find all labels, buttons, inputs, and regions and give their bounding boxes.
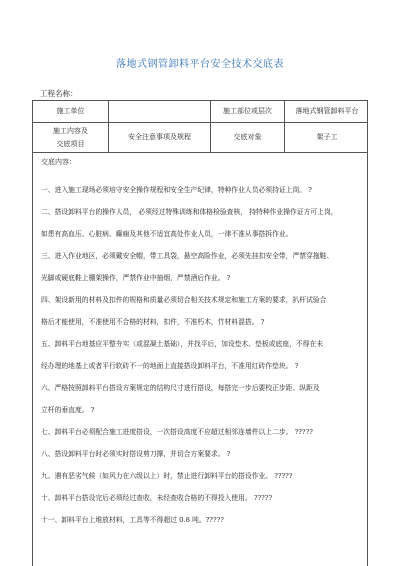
table-row bbox=[33, 123, 367, 153]
construction-unit-value bbox=[109, 101, 211, 122]
construction-unit-label: 施工单位 bbox=[33, 101, 109, 122]
disclosure-table bbox=[32, 100, 368, 566]
disclosure-target-value: 架子工 bbox=[316, 133, 338, 141]
paragraph: 格后才能使用，不准使用不合格的材料，扣件，不准朽木，竹材料混搭。 ? bbox=[41, 318, 265, 326]
paragraph: 十一、卸料平台上堆放材料，工具等不得超过 0.8 吨。????? bbox=[41, 516, 224, 524]
paragraph: 七、卸料平台必须配合施工进度搭设，一次搭设高度不应超过相邻连墙件以上二步。 ????? bbox=[41, 428, 313, 436]
table-row bbox=[33, 101, 367, 123]
paragraph: 五、卸料平台地基应平整夯实（或混凝土基础），并找平后，加设垫木、垫板或底座，不得在未 bbox=[41, 340, 324, 348]
content-label: 交底内容： bbox=[41, 158, 76, 166]
construction-part-value: 落地式钢管卸料平台 bbox=[295, 107, 359, 115]
paragraph: 六、严格按照卸料平台搭设方案规定的结构尺寸进行搭设，每搭完一步后要校正步距、纵距及 bbox=[41, 384, 320, 392]
paragraph: 经办理的地基上或者平行软砖不一的地面上直接搭设卸料平台，不准用红砖作垫块。 ? bbox=[41, 362, 299, 370]
paragraph: 四、架设新用的材料及扣件的规格和质量必须切合相关技术规定和施工方案的要求，扒杆试验合 bbox=[41, 296, 327, 304]
document-title: 落地式钢管卸料平台安全技术交底表 bbox=[116, 59, 284, 70]
paragraph: 一、进入施工现场必须培守安全操作规程和安全生产纪律，特种作业人员必须持证上岗。 ? bbox=[41, 186, 312, 194]
paragraph: 光脚或硬底鞋上棚架操作，严禁作业中抽烟，严禁酒后作业。 ? bbox=[41, 274, 231, 282]
disclosure-target-label: 交底对象 bbox=[211, 123, 285, 152]
paragraph: 九、遇有恶劣气候（如风力在六级以上）时，禁止进行卸料平台的搭设作业。 ????? bbox=[41, 472, 293, 480]
content-item-value: 安全注意事项及规程 bbox=[109, 123, 211, 152]
construction-part-label: 施工部位或层次 bbox=[211, 101, 285, 122]
paragraph: 十、卸料平台搭设完后必须经过查收，未经查收合格的不得投入使用。 ????? bbox=[41, 494, 273, 502]
paragraph: 八、搭设卸料平台时必须实时搭设剪刀撑，并切合方案要求。 ? bbox=[41, 450, 231, 458]
paragraph: 三、进入作业地区，必须戴安全帽，带工具袋，悬空高险作业，必须先挂扣安全带，严禁穿拖鞋、 bbox=[41, 252, 334, 260]
project-name-label: 工程名称： bbox=[40, 89, 78, 98]
paragraph: 如患有高血压、心脏病、癫痫及其他不适宜高处作业人员，一律不准从事搭拆作业。 bbox=[41, 230, 293, 238]
paragraph: 立杆的垂直度。 ? bbox=[41, 406, 95, 414]
content-item-label: 施工内容及 交底项目 bbox=[33, 123, 109, 152]
paragraph: 二、搭设卸料平台的操作人员， 必须经过特殊训练和体格检验查核， 持特种作业操作证方可上岗， bbox=[41, 208, 338, 216]
